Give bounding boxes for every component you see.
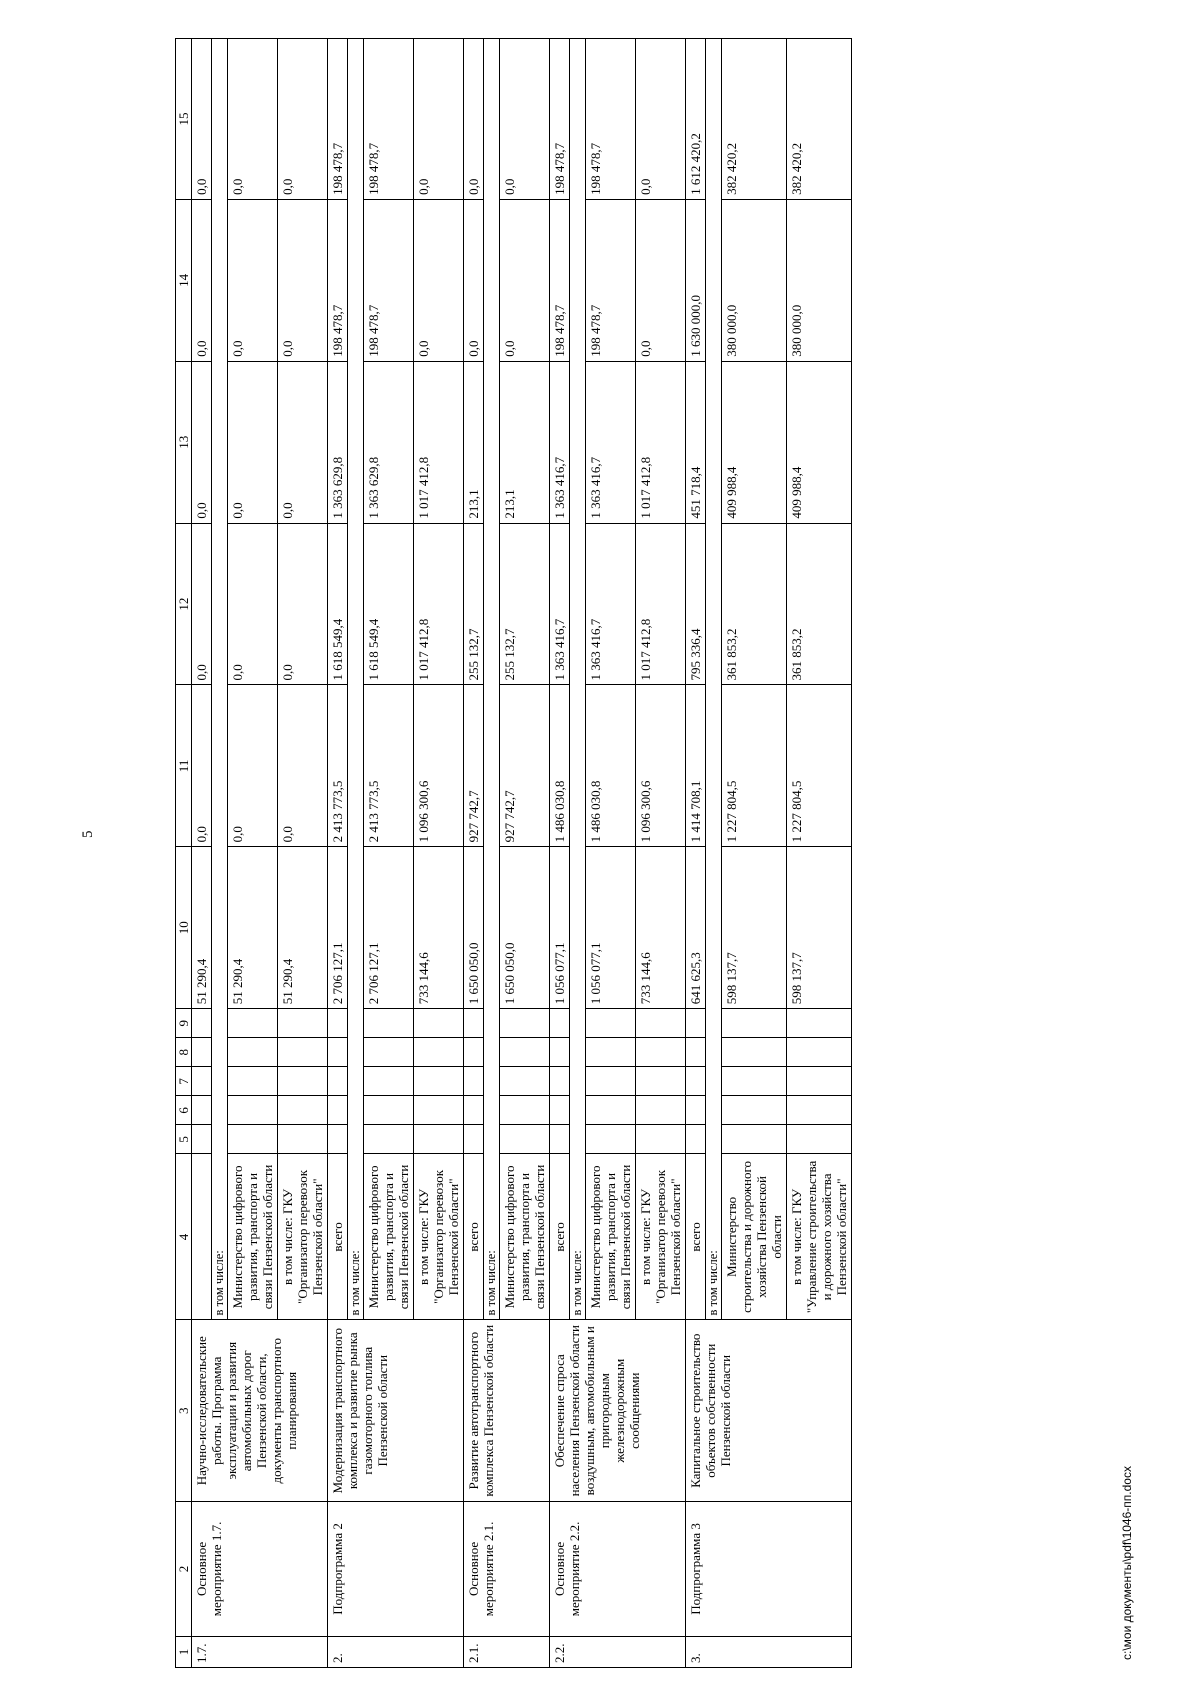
empty-cell: [328, 1038, 348, 1067]
sub-value: 361 853,2: [722, 523, 787, 685]
total-value: 1 056 077,1: [550, 847, 570, 1009]
total-value: 0,0: [192, 39, 212, 200]
sub-value: 598 137,7: [722, 847, 787, 1009]
empty-cell: [500, 1009, 550, 1038]
sub-value: 0,0: [500, 39, 550, 200]
total-value: 927 742,7: [464, 685, 484, 847]
sub-value: 1 486 030,8: [586, 685, 636, 847]
empty-cell: [636, 1096, 686, 1125]
total-label: всего: [464, 1154, 484, 1320]
sub-value: 51 290,4: [278, 847, 328, 1009]
total-value: 1 650 050,0: [464, 847, 484, 1009]
empty-cell: [414, 1096, 464, 1125]
header-row: [176, 39, 192, 1668]
sub-value: 382 420,2: [787, 39, 852, 200]
empty-cell: [228, 1038, 278, 1067]
sub-value: 0,0: [228, 39, 278, 200]
total-label: [192, 1154, 212, 1320]
total-value: 795 336,4: [686, 523, 706, 685]
empty-cell: [192, 1038, 212, 1067]
sub-value: 0,0: [636, 39, 686, 200]
empty-cell: [192, 1125, 212, 1154]
table-body: [176, 39, 852, 1668]
sub-value: 213,1: [500, 361, 550, 523]
sub-value: 198 478,7: [364, 39, 414, 200]
total-value: 1 630 000,0: [686, 199, 706, 361]
sub-value: 380 000,0: [722, 199, 787, 361]
total-label: всего: [550, 1154, 570, 1320]
sub-label: в том числе:: [570, 39, 586, 1320]
column-header: 5: [176, 1125, 192, 1154]
total-value: 198 478,7: [550, 39, 570, 200]
table-row: [328, 39, 348, 1668]
empty-cell: [722, 1038, 787, 1067]
page-number: 5: [80, 830, 96, 838]
column-header: 6: [176, 1096, 192, 1125]
empty-cell: [328, 1096, 348, 1125]
table-row: [192, 39, 212, 1668]
empty-cell: [636, 1125, 686, 1154]
executor-name: Министерство цифрового развития, транспорта и связи Пензенской области: [364, 1154, 414, 1320]
sub-value: 0,0: [228, 523, 278, 685]
sub-value: 598 137,7: [787, 847, 852, 1009]
sub-value: 255 132,7: [500, 523, 550, 685]
sub-label: в том числе:: [348, 39, 364, 1320]
total-value: 0,0: [192, 361, 212, 523]
row-title: Развитие автотранспортного комплекса Пензенской области: [464, 1320, 550, 1502]
row-type: Подпрограмма 2: [328, 1502, 464, 1637]
total-value: 1 363 416,7: [550, 361, 570, 523]
empty-cell: [500, 1038, 550, 1067]
column-header: 15: [176, 39, 192, 200]
empty-cell: [328, 1009, 348, 1038]
sub-value: 198 478,7: [364, 199, 414, 361]
empty-cell: [192, 1009, 212, 1038]
total-value: 0,0: [192, 199, 212, 361]
empty-cell: [464, 1009, 484, 1038]
sub-value: 198 478,7: [586, 199, 636, 361]
total-value: 1 414 708,1: [686, 685, 706, 847]
total-value: 2 413 773,5: [328, 685, 348, 847]
sub-value: 0,0: [414, 39, 464, 200]
row-number: 1.7.: [192, 1636, 328, 1667]
row-type: Подпрограмма 3: [686, 1502, 852, 1637]
row-type: Основное мероприятие 2.2.: [550, 1502, 686, 1637]
total-value: 1 363 416,7: [550, 523, 570, 685]
empty-cell: [464, 1125, 484, 1154]
empty-cell: [192, 1096, 212, 1125]
sub-value: 927 742,7: [500, 685, 550, 847]
sub-value: 382 420,2: [722, 39, 787, 200]
sub-value: 1 650 050,0: [500, 847, 550, 1009]
empty-cell: [586, 1125, 636, 1154]
sub-value: 1 017 412,8: [636, 361, 686, 523]
empty-cell: [364, 1067, 414, 1096]
sub-value: 1 363 416,7: [586, 361, 636, 523]
total-value: 0,0: [464, 199, 484, 361]
empty-cell: [414, 1009, 464, 1038]
sub-value: 733 144,6: [414, 847, 464, 1009]
empty-cell: [228, 1096, 278, 1125]
sub-value: 51 290,4: [228, 847, 278, 1009]
total-value: 1 612 420,2: [686, 39, 706, 200]
total-label: всего: [328, 1154, 348, 1320]
column-header: 4: [176, 1154, 192, 1320]
column-header: 13: [176, 361, 192, 523]
executor-name: в том числе: ГКУ "Организатор перевозок Пензенской области": [636, 1154, 686, 1320]
empty-cell: [636, 1009, 686, 1038]
total-value: 255 132,7: [464, 523, 484, 685]
empty-cell: [464, 1067, 484, 1096]
sub-value: 0,0: [278, 39, 328, 200]
footer-file-path: c:\мои документы\pdf\1046-пп.docx: [1120, 1466, 1134, 1660]
empty-cell: [228, 1009, 278, 1038]
column-header: 14: [176, 199, 192, 361]
total-value: 51 290,4: [192, 847, 212, 1009]
sub-value: 0,0: [228, 685, 278, 847]
sub-value: 0,0: [278, 361, 328, 523]
total-value: 1 618 549,4: [328, 523, 348, 685]
sub-value: 1 056 077,1: [586, 847, 636, 1009]
empty-cell: [586, 1009, 636, 1038]
empty-cell: [328, 1125, 348, 1154]
row-title: Капитальное строительство объектов собственности Пензенской области: [686, 1320, 852, 1502]
total-value: 198 478,7: [328, 39, 348, 200]
sub-value: 1 096 300,6: [636, 685, 686, 847]
sub-value: 0,0: [500, 199, 550, 361]
empty-cell: [192, 1067, 212, 1096]
empty-cell: [787, 1009, 852, 1038]
empty-cell: [464, 1038, 484, 1067]
empty-cell: [722, 1125, 787, 1154]
sub-value: 409 988,4: [722, 361, 787, 523]
executor-name: в том числе: ГКУ "Управление строительства и дорожного хозяйства Пензенской области": [787, 1154, 852, 1320]
total-value: 1 363 629,8: [328, 361, 348, 523]
sub-value: 1 227 804,5: [722, 685, 787, 847]
empty-cell: [364, 1038, 414, 1067]
sub-value: 1 017 412,8: [414, 523, 464, 685]
sub-value: 0,0: [636, 199, 686, 361]
rotated-table-container: [175, 38, 1095, 1668]
sub-value: 733 144,6: [636, 847, 686, 1009]
total-label: всего: [686, 1154, 706, 1320]
sub-label: в том числе:: [706, 39, 722, 1320]
sub-value: 198 478,7: [586, 39, 636, 200]
empty-cell: [722, 1009, 787, 1038]
empty-cell: [686, 1096, 706, 1125]
row-title: Научно-исследовательские работы. Программа эксплуатации и развития автомобильных дорог Пензенской области, документы транспортного планирования: [192, 1320, 328, 1502]
sub-value: 1 363 629,8: [364, 361, 414, 523]
sub-value: 2 706 127,1: [364, 847, 414, 1009]
total-value: 1 486 030,8: [550, 685, 570, 847]
empty-cell: [550, 1125, 570, 1154]
empty-cell: [586, 1067, 636, 1096]
empty-cell: [414, 1038, 464, 1067]
sub-value: 1 017 412,8: [636, 523, 686, 685]
row-title: Обеспечение спроса населения Пензенской области воздушным, автомобильным и пригородным железнодорожным сообщениями: [550, 1320, 686, 1502]
sub-value: 0,0: [228, 361, 278, 523]
empty-cell: [278, 1096, 328, 1125]
sub-value: 2 413 773,5: [364, 685, 414, 847]
empty-cell: [686, 1125, 706, 1154]
row-type: Основное мероприятие 1.7.: [192, 1502, 328, 1637]
total-value: 0,0: [192, 523, 212, 685]
empty-cell: [278, 1125, 328, 1154]
empty-cell: [636, 1067, 686, 1096]
empty-cell: [787, 1067, 852, 1096]
executor-name: Министерство цифрового развития, транспорта и связи Пензенской области: [586, 1154, 636, 1320]
sub-label: в том числе:: [212, 39, 228, 1320]
executor-name: Министерство цифрового развития, транспорта и связи Пензенской области: [500, 1154, 550, 1320]
sub-value: 409 988,4: [787, 361, 852, 523]
row-title: Модернизация транспортного комплекса и развитие рынка газомоторного топлива Пензенской области: [328, 1320, 464, 1502]
empty-cell: [550, 1067, 570, 1096]
empty-cell: [278, 1009, 328, 1038]
column-header: 1: [176, 1636, 192, 1667]
empty-cell: [722, 1096, 787, 1125]
empty-cell: [787, 1125, 852, 1154]
empty-cell: [414, 1125, 464, 1154]
total-value: 2 706 127,1: [328, 847, 348, 1009]
empty-cell: [364, 1009, 414, 1038]
sub-value: 1 363 416,7: [586, 523, 636, 685]
empty-cell: [228, 1125, 278, 1154]
sub-value: 1 096 300,6: [414, 685, 464, 847]
empty-cell: [228, 1067, 278, 1096]
executor-name: в том числе: ГКУ "Организатор перевозок Пензенской области": [414, 1154, 464, 1320]
empty-cell: [414, 1067, 464, 1096]
row-number: 2.1.: [464, 1636, 550, 1667]
empty-cell: [586, 1096, 636, 1125]
empty-cell: [550, 1009, 570, 1038]
empty-cell: [686, 1009, 706, 1038]
empty-cell: [787, 1038, 852, 1067]
sub-label: в том числе:: [484, 39, 500, 1320]
empty-cell: [686, 1038, 706, 1067]
total-value: 451 718,4: [686, 361, 706, 523]
executor-name: Министерство строительства и дорожного хозяйства Пензенской области: [722, 1154, 787, 1320]
sub-value: 1 618 549,4: [364, 523, 414, 685]
row-number: 2.: [328, 1636, 464, 1667]
total-value: 641 625,3: [686, 847, 706, 1009]
sub-value: 0,0: [414, 199, 464, 361]
empty-cell: [364, 1096, 414, 1125]
column-header: 11: [176, 685, 192, 847]
executor-name: Министерство цифрового развития, транспорта и связи Пензенской области: [228, 1154, 278, 1320]
empty-cell: [636, 1038, 686, 1067]
row-number: 3.: [686, 1636, 852, 1667]
empty-cell: [550, 1038, 570, 1067]
row-number: 2.2.: [550, 1636, 686, 1667]
empty-cell: [500, 1096, 550, 1125]
empty-cell: [550, 1096, 570, 1125]
total-value: 0,0: [192, 685, 212, 847]
column-header: 3: [176, 1320, 192, 1502]
row-type: Основное мероприятие 2.1.: [464, 1502, 550, 1637]
sub-value: 0,0: [278, 523, 328, 685]
empty-cell: [500, 1125, 550, 1154]
table-row: [686, 39, 706, 1668]
sub-value: 1 227 804,5: [787, 685, 852, 847]
empty-cell: [686, 1067, 706, 1096]
total-value: 213,1: [464, 361, 484, 523]
sub-value: 1 017 412,8: [414, 361, 464, 523]
empty-cell: [364, 1125, 414, 1154]
empty-cell: [586, 1038, 636, 1067]
column-header: 2: [176, 1502, 192, 1637]
total-value: 0,0: [464, 39, 484, 200]
empty-cell: [278, 1038, 328, 1067]
sub-value: 361 853,2: [787, 523, 852, 685]
total-value: 198 478,7: [550, 199, 570, 361]
table-row: [464, 39, 484, 1668]
empty-cell: [787, 1096, 852, 1125]
column-header: 8: [176, 1038, 192, 1067]
total-value: 198 478,7: [328, 199, 348, 361]
empty-cell: [278, 1067, 328, 1096]
table-row: [550, 39, 570, 1668]
sub-value: 0,0: [228, 199, 278, 361]
column-header: 10: [176, 847, 192, 1009]
column-header: 9: [176, 1009, 192, 1038]
empty-cell: [464, 1096, 484, 1125]
empty-cell: [500, 1067, 550, 1096]
empty-cell: [328, 1067, 348, 1096]
sub-value: 380 000,0: [787, 199, 852, 361]
budget-table: [175, 38, 852, 1668]
sub-value: 0,0: [278, 685, 328, 847]
column-header: 7: [176, 1067, 192, 1096]
empty-cell: [722, 1067, 787, 1096]
sub-value: 0,0: [278, 199, 328, 361]
column-header: 12: [176, 523, 192, 685]
executor-name: в том числе: ГКУ "Организатор перевозок Пензенской области": [278, 1154, 328, 1320]
